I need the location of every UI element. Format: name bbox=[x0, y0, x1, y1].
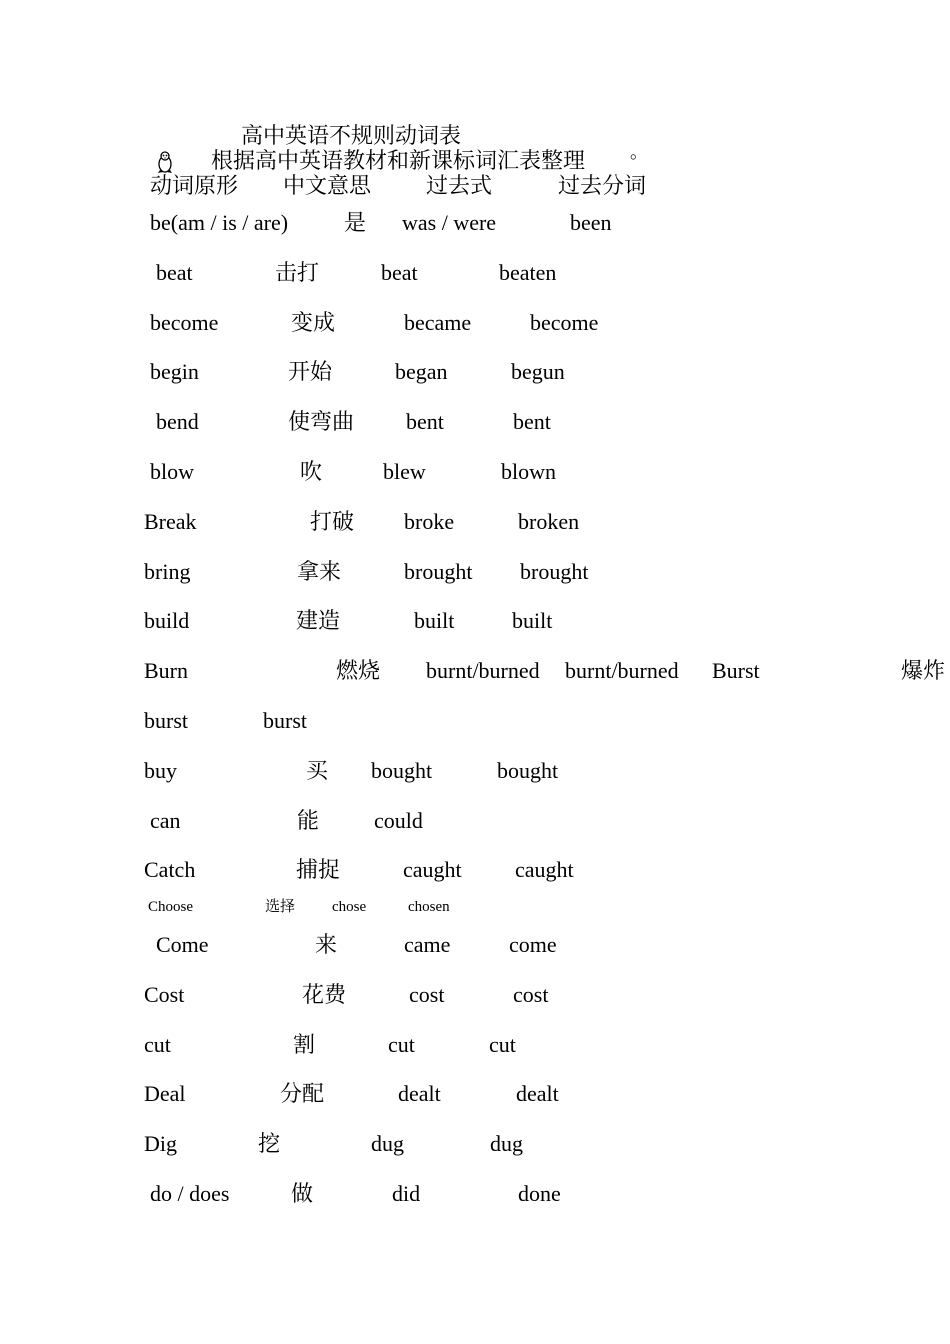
cell-base: begin bbox=[150, 359, 199, 384]
cell-base: be(am / is / are) bbox=[150, 210, 289, 235]
cell-participle: blown bbox=[501, 459, 556, 484]
page-subtitle: 根据高中英语教材和新课标词汇表整理 bbox=[211, 148, 586, 173]
cell-participle: been bbox=[570, 210, 612, 235]
cell-past: could bbox=[374, 808, 423, 833]
cell-base: blow bbox=[150, 459, 194, 484]
cell-base: can bbox=[150, 808, 181, 833]
cell-meaning: 花费 bbox=[302, 982, 347, 1007]
cell-past: bought bbox=[371, 758, 433, 783]
cell-participle: chosen bbox=[408, 899, 450, 915]
header-meaning: 中文意思 bbox=[283, 173, 372, 198]
cell-base: Burn bbox=[144, 658, 188, 683]
cell-base: Dig bbox=[144, 1131, 177, 1156]
cell-meaning: 吹 bbox=[300, 459, 323, 484]
cell-participle: dug bbox=[490, 1131, 523, 1156]
cell-past: was / were bbox=[402, 210, 497, 235]
cell-past: brought bbox=[404, 559, 473, 584]
cell-base: Choose bbox=[148, 899, 193, 915]
cell-meaning: burst bbox=[263, 708, 307, 733]
cell-participle: broken bbox=[518, 509, 580, 534]
cell-meaning: 捕捉 bbox=[296, 857, 341, 882]
cell-participle: burnt/burned bbox=[565, 658, 679, 683]
cell-meaning: 来 bbox=[315, 932, 338, 957]
cell-meaning: 打破 bbox=[310, 509, 355, 534]
header-participle: 过去分词 bbox=[558, 173, 647, 198]
cell-base: Catch bbox=[144, 857, 196, 882]
cell-base: buy bbox=[144, 758, 177, 783]
cell-participle: bought bbox=[497, 758, 559, 783]
cell-participle: brought bbox=[520, 559, 589, 584]
cell-meaning: 分配 bbox=[280, 1081, 325, 1106]
cell-participle: begun bbox=[511, 359, 565, 384]
page-title: 高中英语不规则动词表 bbox=[241, 123, 462, 148]
cell-base: burst bbox=[144, 708, 188, 733]
cell-participle: come bbox=[509, 932, 557, 957]
cell-meaning: 使弯曲 bbox=[288, 409, 355, 434]
cell-meaning: 挖 bbox=[258, 1131, 281, 1156]
cell-meaning: 买 bbox=[306, 758, 329, 783]
cell-past: began bbox=[395, 359, 448, 384]
cell-past: bent bbox=[406, 409, 444, 434]
cell-past: burnt/burned bbox=[426, 658, 540, 683]
cell-base: beat bbox=[156, 260, 193, 285]
cell-base: Deal bbox=[144, 1081, 186, 1106]
header-base: 动词原形 bbox=[150, 173, 239, 198]
cell-meaning: 能 bbox=[297, 808, 320, 833]
cell-past: beat bbox=[381, 260, 418, 285]
cell-past: cost bbox=[409, 982, 445, 1007]
cell-meaning: 割 bbox=[293, 1032, 316, 1057]
cell-base: do / does bbox=[150, 1181, 230, 1206]
cell-base: bring bbox=[144, 559, 191, 584]
cell-participle: become bbox=[530, 310, 599, 335]
cell-participle: built bbox=[512, 608, 553, 633]
cell-base: Cost bbox=[144, 982, 185, 1007]
cell-past: dug bbox=[371, 1131, 404, 1156]
cell-base: build bbox=[144, 608, 190, 633]
subtitle-mark: 。 bbox=[630, 142, 648, 162]
cell-participle: done bbox=[518, 1181, 561, 1206]
cell-past: caught bbox=[403, 857, 462, 882]
cell-meaning: 燃烧 bbox=[336, 658, 381, 683]
cell-base: bend bbox=[156, 409, 199, 434]
cell-participle: dealt bbox=[516, 1081, 559, 1106]
cell-participle: bent bbox=[513, 409, 551, 434]
cell-participle: caught bbox=[515, 857, 574, 882]
cell-base: Break bbox=[144, 509, 197, 534]
cell-past: broke bbox=[404, 509, 455, 534]
cell-participle: beaten bbox=[499, 260, 557, 285]
cell-past: dealt bbox=[398, 1081, 441, 1106]
cell-meaning: 拿来 bbox=[297, 559, 342, 584]
cell-meaning: 开始 bbox=[288, 359, 333, 384]
header-past: 过去式 bbox=[426, 173, 493, 198]
cell-extra-meaning: 爆炸 bbox=[901, 658, 946, 683]
cell-participle: cut bbox=[489, 1032, 516, 1057]
cell-past: built bbox=[414, 608, 455, 633]
cell-past: chose bbox=[332, 899, 367, 915]
cell-meaning: 是 bbox=[344, 210, 367, 235]
cell-past: cut bbox=[388, 1032, 415, 1057]
cell-base: Come bbox=[156, 932, 209, 957]
cell-meaning: 建造 bbox=[296, 608, 341, 633]
cell-past: came bbox=[404, 932, 451, 957]
cell-extra-base: Burst bbox=[712, 658, 760, 683]
cell-meaning: 选择 bbox=[265, 899, 296, 915]
cell-meaning: 击打 bbox=[275, 260, 320, 285]
cell-past: did bbox=[392, 1181, 421, 1206]
cell-base: become bbox=[150, 310, 219, 335]
cell-past: became bbox=[404, 310, 472, 335]
cell-participle: cost bbox=[513, 982, 549, 1007]
cell-past: blew bbox=[383, 459, 426, 484]
cell-base: cut bbox=[144, 1032, 171, 1057]
cell-meaning: 做 bbox=[291, 1181, 314, 1206]
penguin-icon bbox=[156, 150, 174, 174]
cell-meaning: 变成 bbox=[291, 310, 336, 335]
